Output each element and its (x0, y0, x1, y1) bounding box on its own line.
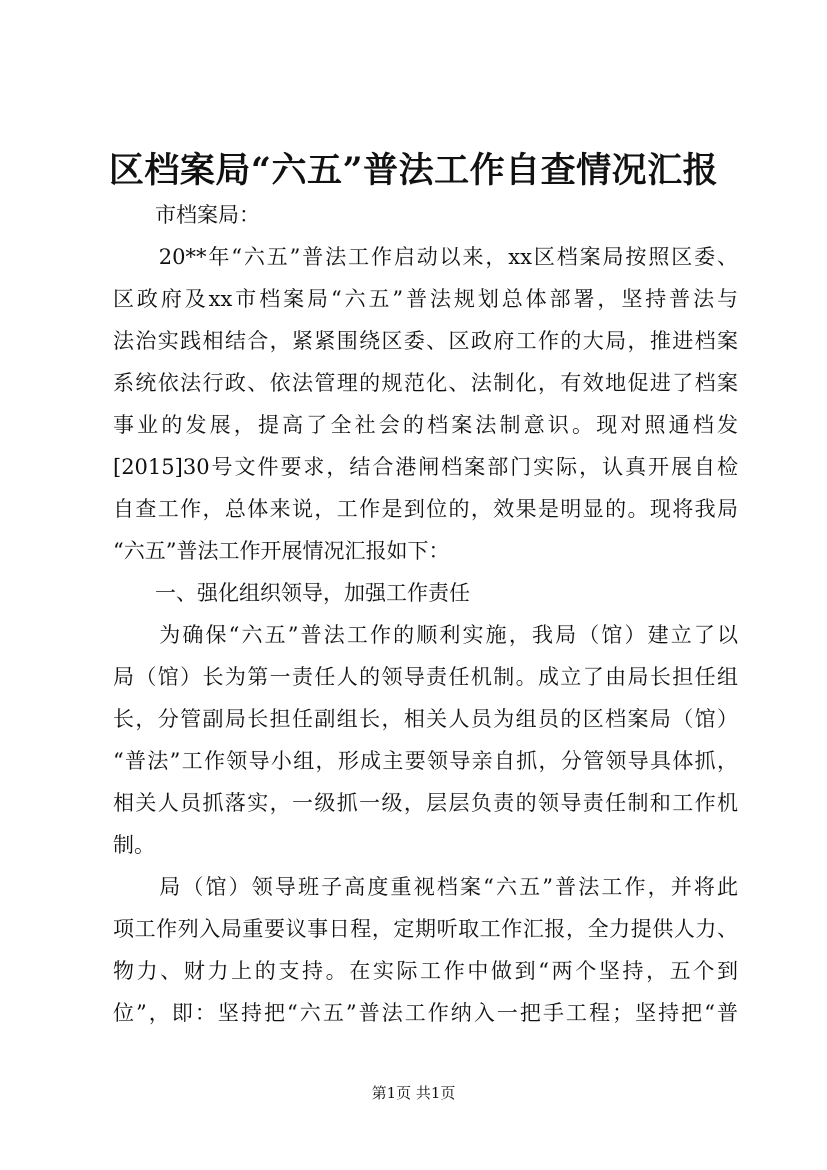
body-line: “普法”工作领导小组，形成主要领导亲自抓，分管领导具体抓， (113, 749, 738, 773)
body-line: 位”，即：坚持把“六五”普法工作纳入一把手工程；坚持把“普 (113, 1001, 738, 1025)
body-line: 系统依法行政、依法管理的规范化、法制化，有效地促进了档案 (113, 371, 738, 395)
body-line: 市档案局： (113, 203, 260, 227)
page-number-footer: 第1页 共1页 (371, 1084, 456, 1102)
body-line: 项工作列入局重要议事日程，定期听取工作汇报，全力提供人力、 (113, 917, 738, 941)
body-line: 物力、财力上的支持。在实际工作中做到“两个坚持，五个到 (113, 959, 738, 983)
body-line: 区政府及xx市档案局“六五”普法规划总体部署，坚持普法与 (113, 287, 738, 311)
section-heading: 一、强化组织领导，加强工作责任 (113, 581, 470, 605)
body-line: 事业的发展，提高了全社会的档案法制意识。现对照通档发 (113, 413, 738, 437)
document-title: 区档案局“六五”普法工作自查情况汇报 (108, 150, 719, 191)
body-line: 法治实践相结合，紧紧围绕区委、区政府工作的大局，推进档案 (113, 329, 738, 353)
body-line: [2015]30号文件要求，结合港闸档案部门实际，认真开展自检 (113, 455, 738, 479)
body-line: “六五”普法工作开展情况汇报如下： (113, 539, 450, 563)
body-line: 局（馆）长为第一责任人的领导责任机制。成立了由局长担任组 (113, 665, 738, 689)
body-line: 相关人员抓落实，一级抓一级，层层负责的领导责任制和工作机 (113, 791, 738, 815)
body-line: 20**年“六五”普法工作启动以来，xx区档案局按照区委、 (113, 245, 738, 269)
body-line: 制。 (113, 833, 155, 857)
body-line: 自查工作，总体来说，工作是到位的，效果是明显的。现将我局 (113, 497, 738, 521)
body-line: 局（馆）领导班子高度重视档案“六五”普法工作，并将此 (113, 875, 738, 899)
body-line: 为确保“六五”普法工作的顺利实施，我局（馆）建立了以 (113, 623, 738, 647)
body-line: 长，分管副局长担任副组长，相关人员为组员的区档案局（馆） (113, 707, 738, 731)
